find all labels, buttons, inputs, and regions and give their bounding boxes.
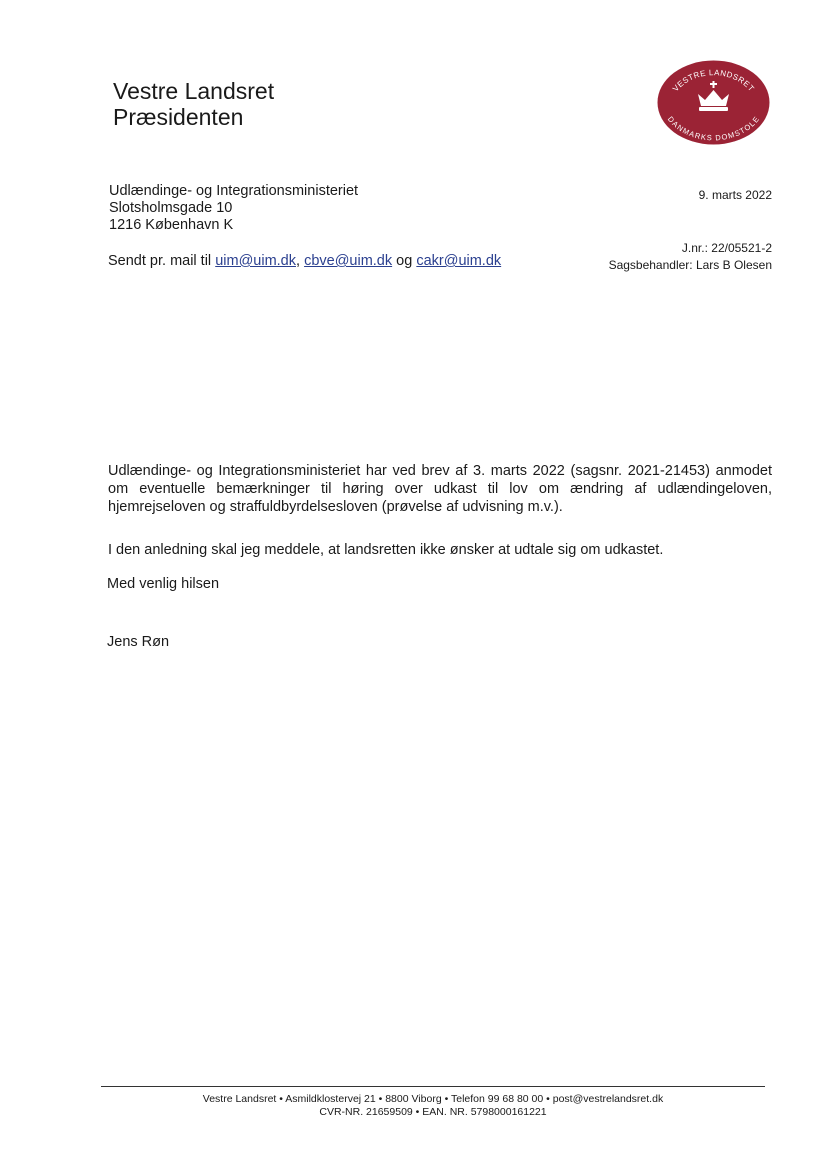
separator-og: og [396,253,413,269]
recipient-address [109,183,358,234]
recipient-street: Slotsholmsgade 10 [109,200,233,216]
reference-block [609,240,772,274]
email-link-uim[interactable]: uim@uim.dk [215,253,296,269]
signer-name: Jens Røn [107,634,170,650]
recipient-city: 1216 København K [109,217,234,233]
org-department: Præsidenten [113,104,244,130]
email-link-cbve[interactable]: cbve@uim.dk [304,253,393,269]
separator-comma: , [296,253,301,269]
org-header [113,78,274,130]
footer-divider [101,1086,765,1087]
sent-line [108,253,501,269]
footer-registry-line: CVR-NR. 21659509 • EAN. NR. 5798000161221 [319,1106,547,1118]
closing-greeting: Med venlig hilsen [107,576,220,592]
case-handler: Sagsbehandler: Lars B Olesen [608,258,772,272]
org-name: Vestre Landsret [113,78,275,104]
svg-text:VESTRE LANDSRET: VESTRE LANDSRET [670,68,757,94]
sent-prefix: Sendt pr. mail til [108,253,212,269]
recipient-name: Udlændinge- og Integrationsministeriet [109,183,359,199]
letter-date: 9. marts 2022 [698,188,772,202]
journal-number: J.nr.: 22/05521-2 [681,241,772,255]
footer-contact-line: Vestre Landsret • Asmildklostervej 21 • 8800 Viborg • Telefon 99 68 80 00 • post@vestrelandsret.dk [202,1093,664,1105]
email-link-cakr[interactable]: cakr@uim.dk [416,253,502,269]
body-paragraph-1: Udlændinge- og Integrationsministeriet har ved brev af 3. marts 2022 (sagsnr. 2021-21453) anmodet om eventuelle bemærkninger til høring over udkast til lov om ændring af udlændingeloven, hjemrejseloven og straffuldbyrdelsesloven (prøvelse af udvisning m.v.). [108,463,772,515]
court-seal-logo [657,60,770,145]
svg-text:DANMARKS DOMSTOLE: DANMARKS DOMSTOLE [665,114,762,143]
body-paragraph-2: I den anledning skal jeg meddele, at landsretten ikke ønsker at udtale sig om udkastet. [108,542,664,558]
